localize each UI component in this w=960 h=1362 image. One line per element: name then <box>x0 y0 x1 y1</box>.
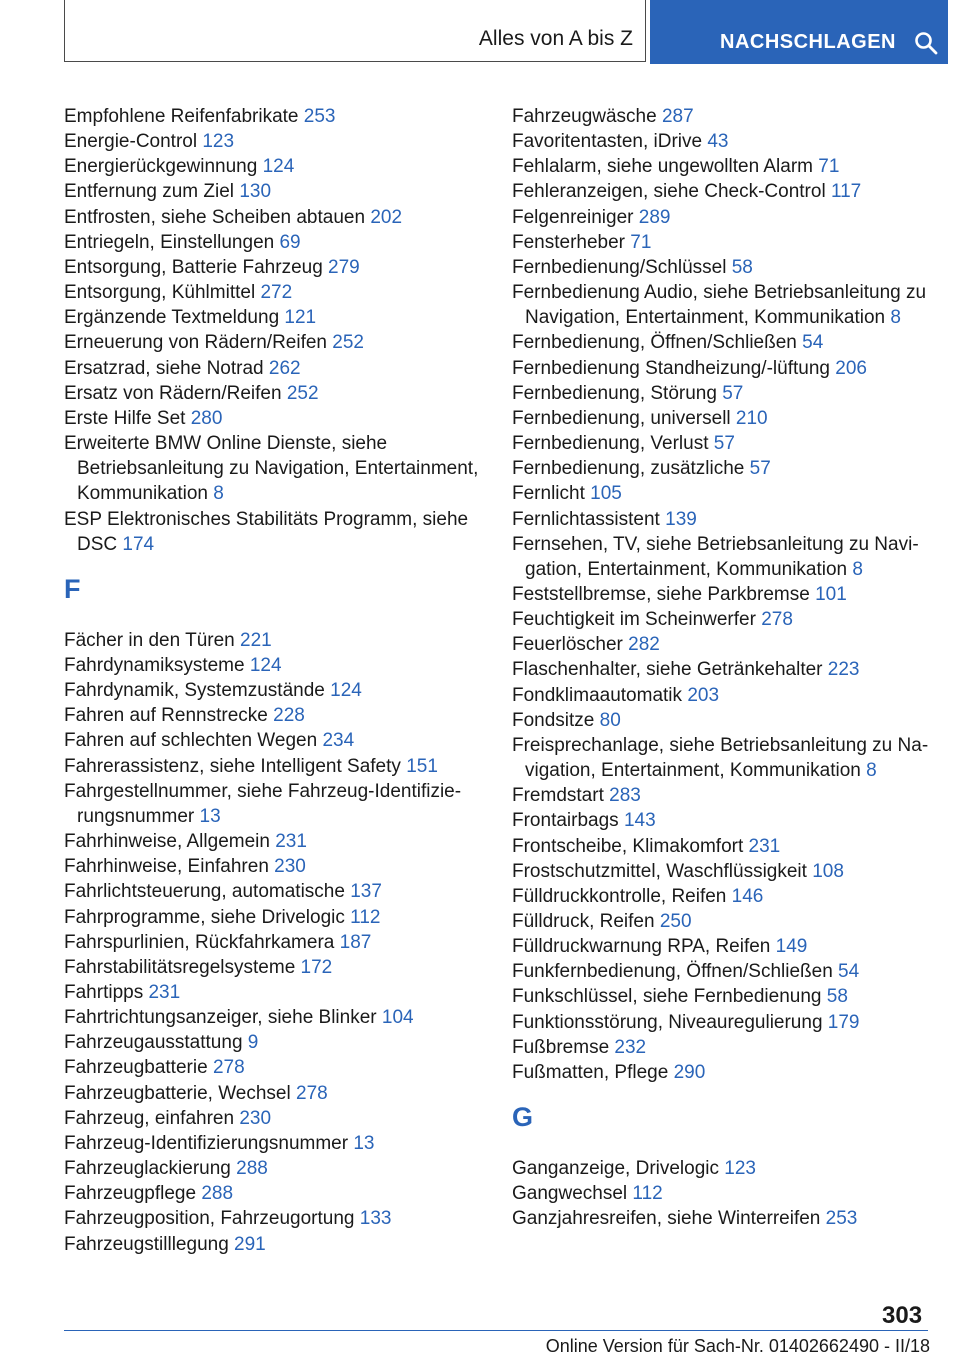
header-tabs <box>64 0 948 64</box>
index-page-link[interactable]: 223 <box>827 659 860 681</box>
index-entry-text: Funktionsstörung, Niveauregulierung <box>512 1011 823 1033</box>
index-entry <box>512 431 932 456</box>
index-page-link[interactable]: 231 <box>148 982 181 1003</box>
index-entry <box>64 980 484 1005</box>
index-page-link[interactable]: 54 <box>838 961 860 983</box>
index-entry <box>512 808 932 833</box>
index-entry-text: Entsorgung, Batterie Fahrzeug <box>64 256 323 278</box>
index-page-link[interactable]: 221 <box>240 629 272 651</box>
index-entry-text: Frostschutzmittel, Waschflüssigkeit <box>512 860 807 882</box>
index-entry-text: Fahren auf schlechten Wegen <box>64 730 318 752</box>
index-entry-text: Fernlicht <box>512 483 585 505</box>
tab-alles-von-a-bis-z[interactable] <box>64 0 646 62</box>
index-entry <box>64 104 484 129</box>
index-entry-text: Fehlalarm, siehe ungewollten Alarm <box>512 156 813 178</box>
index-entry-text: Fahrzeugbatterie <box>64 1057 208 1079</box>
index-entry-text: Fahrzeuglackierung <box>64 1158 231 1180</box>
index-page-link[interactable]: 13 <box>199 805 221 827</box>
index-page-link[interactable]: 210 <box>735 407 768 429</box>
index-entry <box>64 179 484 204</box>
index-entry-text: Energierückgewinnung <box>64 156 258 178</box>
index-page-link[interactable]: 288 <box>236 1158 268 1180</box>
index-entry <box>512 1156 932 1181</box>
index-entry <box>512 456 932 481</box>
index-page-link[interactable]: 253 <box>825 1208 858 1230</box>
index-entry-text: Fahrzeugposition, Fahrzeugortung <box>64 1208 355 1230</box>
index-page-link[interactable]: 252 <box>286 382 319 404</box>
index-page-link[interactable]: 9 <box>247 1032 259 1054</box>
index-page-link[interactable]: 278 <box>296 1082 328 1104</box>
index-page-link[interactable]: 282 <box>628 634 660 656</box>
index-page-link[interactable]: 174 <box>122 533 155 555</box>
index-entry <box>512 984 932 1009</box>
index-entry-text: Fahrerassistenz, siehe Intelligent Safety <box>64 755 401 777</box>
index-entry-text: Fahrzeugstilllegung <box>64 1233 229 1255</box>
index-entry <box>512 959 932 984</box>
index-page-link[interactable]: 58 <box>731 256 753 278</box>
index-page-link[interactable]: 54 <box>802 332 824 354</box>
index-entry-text: Feuchtigkeit im Scheinwerfer <box>512 609 756 631</box>
index-page-link[interactable]: 104 <box>381 1007 414 1029</box>
index-entry <box>512 1206 932 1231</box>
index-page-link[interactable]: 112 <box>632 1183 663 1205</box>
index-entry <box>512 205 932 230</box>
index-page-link[interactable]: 288 <box>201 1183 234 1205</box>
index-entry-text: Fülldruckkontrolle, Reifen <box>512 885 727 907</box>
page-number: 303 <box>882 1302 923 1329</box>
index-entry <box>512 783 932 808</box>
index-page-link[interactable]: 151 <box>406 755 438 777</box>
index-entry <box>512 179 932 204</box>
index-entry-text: Ersatz von Rädern/Reifen <box>64 382 282 404</box>
index-page-link[interactable]: 58 <box>826 986 848 1008</box>
index-page-link[interactable]: 228 <box>273 705 305 727</box>
index-page-link[interactable]: 143 <box>623 810 656 832</box>
index-page-link[interactable]: 203 <box>687 684 720 706</box>
index-entry-text: Freisprechanlage, siehe Betriebsanleitung zu Navigation, Entertainment, Kommunikation <box>512 734 929 782</box>
index-page-link[interactable]: 124 <box>330 680 362 702</box>
index-page-link[interactable]: 123 <box>202 131 235 153</box>
index-page-link[interactable]: 231 <box>748 835 781 857</box>
index-entry <box>512 1035 932 1060</box>
index-entry <box>512 657 932 682</box>
index-entry-text: Fahrzeugbatterie, Wechsel <box>64 1082 291 1104</box>
index-entry <box>64 1081 484 1106</box>
index-entry-text: Empfohlene Reifenfabrikate <box>64 106 299 127</box>
index-page-link[interactable]: 139 <box>665 508 697 530</box>
index-entry-text: Fondsitze <box>512 709 595 731</box>
index-page-link[interactable]: 57 <box>749 458 771 480</box>
index-entry-text: Entfernung zum Ziel <box>64 181 235 203</box>
index-entry-text: Fahrzeugwäsche <box>512 106 657 127</box>
index-entry <box>512 406 932 431</box>
index-entry-text: Entfrosten, siehe Scheiben abtauen <box>64 206 366 228</box>
index-entry <box>64 356 484 381</box>
index-page-link[interactable]: 71 <box>818 156 840 178</box>
index-entry <box>512 381 932 406</box>
index-entry-text: Fernbedienung, universell <box>512 407 731 429</box>
section-letter: G <box>512 1102 534 1133</box>
index-entry-text: Fülldruckwarnung RPA, Reifen <box>512 936 771 958</box>
index-entry-text: Fernbedienung, zusätzliche <box>512 458 745 480</box>
index-entry <box>512 230 932 255</box>
index-entry <box>64 879 484 904</box>
index-page-link[interactable]: 232 <box>614 1036 647 1058</box>
index-page-link[interactable]: 13 <box>353 1132 375 1154</box>
section-letter: F <box>64 573 81 604</box>
index-entry-text: Fahrzeugausstattung <box>64 1032 243 1054</box>
index-entry-text: Fahrzeug, einfahren <box>64 1107 235 1129</box>
index-entry <box>64 754 484 779</box>
index-entry <box>64 628 484 653</box>
index-entry <box>64 431 484 506</box>
index-entry <box>64 1232 484 1257</box>
index-entry-text: Fahrdynamik, Systemzustände <box>64 680 325 702</box>
index-entry <box>512 884 932 909</box>
index-page-link[interactable]: 117 <box>830 181 862 203</box>
index-entry-text: Entriegeln, Einstellungen <box>64 231 275 253</box>
index-page-link[interactable]: 130 <box>239 181 272 203</box>
index-page-link[interactable]: 187 <box>339 931 372 953</box>
index-entry-text: Fahren auf Rennstrecke <box>64 705 268 727</box>
index-page-link[interactable]: 283 <box>609 785 641 807</box>
index-entry <box>64 703 484 728</box>
index-entry <box>64 1181 484 1206</box>
index-page-link[interactable]: 146 <box>731 885 764 907</box>
index-entry-text: Fondklimaautomatik <box>512 684 683 706</box>
index-page-link[interactable]: 133 <box>359 1208 392 1230</box>
index-entry <box>512 708 932 733</box>
index-column-right <box>512 104 932 1232</box>
index-entry <box>512 129 932 154</box>
index-page-link[interactable]: 105 <box>590 483 622 505</box>
index-entry-text: Ergänzende Textmeldung <box>64 307 280 329</box>
index-entry <box>64 154 484 179</box>
index-entry <box>512 834 932 859</box>
index-entry-text: Fahrzeugpflege <box>64 1183 197 1205</box>
index-page-link[interactable]: 57 <box>722 382 744 404</box>
index-entry-text: ESP Elektronisches Stabilitäts Programm, siehe DSC <box>64 508 469 555</box>
index-page-link[interactable]: 123 <box>724 1158 756 1180</box>
index-page-link[interactable]: 289 <box>638 206 671 228</box>
index-page-link[interactable]: 280 <box>190 407 223 429</box>
index-entry-text: Fernbedienung Standheizung/-lüftung <box>512 357 830 379</box>
index-entry <box>64 955 484 980</box>
index-page-link[interactable]: 69 <box>279 231 301 253</box>
index-entry-text: Gangwechsel <box>512 1183 628 1205</box>
index-entry <box>512 934 932 959</box>
index-entry-text: Flaschenhalter, siehe Getränkehalter <box>512 659 823 681</box>
search-icon <box>914 31 938 55</box>
index-entry-text: Fülldruck, Reifen <box>512 911 655 932</box>
index-page-link[interactable]: 252 <box>332 332 364 354</box>
index-entry <box>64 230 484 255</box>
index-page-link[interactable]: 234 <box>322 730 355 752</box>
index-entry <box>64 1131 484 1156</box>
index-page-link[interactable]: 112 <box>350 906 381 928</box>
footer-online-version: Online Version für Sach-Nr. 01402662490 - II/18 <box>545 1336 930 1356</box>
index-entry <box>64 280 484 305</box>
index-entry <box>512 1010 932 1035</box>
index-entry-text: Frontscheibe, Klimakomfort <box>512 835 744 857</box>
index-entry <box>64 406 484 431</box>
index-entry <box>512 582 932 607</box>
index-entry <box>512 607 932 632</box>
index-entry <box>64 678 484 703</box>
index-page-link[interactable]: 80 <box>599 709 621 731</box>
index-entry-text: Feststellbremse, siehe Parkbremse <box>512 583 810 605</box>
index-entry-text: Fahrlichtsteuerung, automatische <box>64 881 345 903</box>
index-entry-text: Fahrdynamiksysteme <box>64 654 245 676</box>
index-entry <box>64 305 484 330</box>
index-page-link[interactable]: 57 <box>713 433 735 455</box>
index-page-link[interactable]: 250 <box>659 911 692 932</box>
index-page-link[interactable]: 108 <box>812 860 844 882</box>
index-entry <box>64 728 484 753</box>
index-entry <box>512 632 932 657</box>
index-entry <box>512 1060 932 1085</box>
index-page-link[interactable]: 8 <box>866 760 877 782</box>
index-entry-text: Fremdstart <box>512 785 604 807</box>
tab-alles-label: Alles von A bis Z <box>478 27 633 50</box>
index-entry <box>512 280 932 330</box>
index-entry <box>512 330 932 355</box>
index-page-link[interactable]: 137 <box>350 881 382 903</box>
index-page-link[interactable]: 8 <box>890 307 901 329</box>
index-page-link[interactable]: 101 <box>815 583 847 605</box>
index-entry-text: Fernbedienung/Schlüssel <box>512 256 727 278</box>
index-entry <box>64 1106 484 1131</box>
index-entry <box>512 532 932 582</box>
index-entry-text: Fahrzeug-Identifizierungsnummer <box>64 1132 349 1154</box>
index-entry-text: Funkschlüssel, siehe Fernbedienung <box>512 986 822 1008</box>
index-entry <box>64 1156 484 1181</box>
index-entry <box>64 905 484 930</box>
index-entry-text: Funkfernbedienung, Öffnen/Schließen <box>512 961 833 983</box>
index-entry-text: Fahrprogramme, siehe Drivelogic <box>64 906 345 928</box>
index-entry-text: Fensterheber <box>512 231 626 253</box>
index-page-link[interactable]: 278 <box>761 609 793 631</box>
index-page-link[interactable]: 230 <box>239 1107 272 1129</box>
index-entry-text: Feuerlöscher <box>512 634 623 656</box>
index-column-left <box>64 104 484 1257</box>
index-entry-text: Fahrtrichtungsanzeiger, siehe Blinker <box>64 1007 377 1029</box>
index-entry <box>64 1030 484 1055</box>
tab-nachschlagen-label: NACHSCHLAGEN <box>720 31 896 53</box>
index-page-link[interactable]: 8 <box>213 483 224 505</box>
index-entry <box>64 653 484 678</box>
index-page-link[interactable]: 179 <box>827 1011 860 1033</box>
index-page-link[interactable]: 71 <box>630 231 652 253</box>
index-page-link[interactable]: 231 <box>275 831 307 853</box>
index-entry-text: Ganzjahresreifen, siehe Winterreifen <box>512 1208 821 1230</box>
index-entry-text: Felgenreiniger <box>512 206 634 228</box>
index-entry <box>512 909 932 934</box>
index-entry-text: Fahrtipps <box>64 982 144 1003</box>
index-entry <box>512 859 932 884</box>
index-page-link[interactable]: 202 <box>370 206 403 228</box>
index-entry <box>512 733 932 783</box>
index-page-link[interactable]: 124 <box>249 654 282 676</box>
index-page-link[interactable]: 206 <box>835 357 867 379</box>
index-entry-text: Fernsehen, TV, siehe Betriebsanleitung zu Navigation, Entertainment, Kommunikation <box>512 533 919 580</box>
index-entry <box>64 930 484 955</box>
footer-divider <box>64 1330 928 1331</box>
index-entry <box>512 683 932 708</box>
index-entry-text: Fußbremse <box>512 1036 610 1058</box>
index-page-link[interactable]: 230 <box>274 856 306 878</box>
index-entry-text: Fächer in den Türen <box>64 629 235 651</box>
index-entry-text: Ersatzrad, siehe Notrad <box>64 357 264 379</box>
index-page-link[interactable]: 290 <box>673 1061 706 1083</box>
index-entry <box>64 1055 484 1080</box>
index-entry <box>64 330 484 355</box>
index-entry <box>64 1005 484 1030</box>
tab-nachschlagen[interactable] <box>650 0 948 64</box>
index-page-link[interactable]: 124 <box>262 156 295 178</box>
index-page-link[interactable]: 43 <box>707 131 729 153</box>
index-entry-text: Fernbedienung, Störung <box>512 382 717 404</box>
index-page-link[interactable]: 287 <box>661 106 694 127</box>
index-page-link[interactable]: 272 <box>260 282 293 304</box>
index-entry-text: Fahrspurlinien, Rückfahrkamera <box>64 931 335 953</box>
index-entry <box>512 1181 932 1206</box>
index-entry-text: Erweiterte BMW Online Dienste, siehe Betriebsanleitung zu Navigation, Entertainment, Kommunikation <box>64 433 479 505</box>
index-entry-text: Fahrgestellnummer, siehe Fahrzeug-Identifizierungsnummer <box>64 780 462 827</box>
index-entry-text: Fahrstabilitätsregelsysteme <box>64 956 296 978</box>
index-entry <box>64 1206 484 1231</box>
index-page-link[interactable]: 172 <box>300 956 333 978</box>
index-page-link[interactable]: 279 <box>328 256 360 278</box>
index-entry-text: Fußmatten, Pflege <box>512 1061 669 1083</box>
index-entry <box>64 829 484 854</box>
index-entry <box>64 205 484 230</box>
index-entry-text: Fahrhinweise, Allgemein <box>64 831 270 853</box>
index-entry <box>64 129 484 154</box>
index-entry <box>512 481 932 506</box>
index-page-link[interactable]: 253 <box>303 106 336 127</box>
index-entry <box>64 854 484 879</box>
index-page-link[interactable]: 262 <box>268 357 301 379</box>
index-entry-text: Entsorgung, Kühlmittel <box>64 282 256 304</box>
index-entry-text: Fernlichtassistent <box>512 508 660 530</box>
index-entry-text: Energie-Control <box>64 131 198 153</box>
index-entry-text: Fernbedienung, Öffnen/Schließen <box>512 332 797 354</box>
index-entry-text: Erste Hilfe Set <box>64 407 186 429</box>
index-entry <box>512 255 932 280</box>
index-entry-text: Ganganzeige, Drivelogic <box>512 1158 720 1180</box>
index-page-link[interactable]: 291 <box>234 1233 266 1255</box>
index-entry-text: Favoritentasten, iDrive <box>512 131 703 153</box>
index-page-link[interactable]: 8 <box>852 558 863 580</box>
index-entry <box>64 507 484 557</box>
index-page-link[interactable]: 149 <box>775 936 808 958</box>
index-entry-text: Fernbedienung Audio, siehe Betriebsanleitung zu Navigation, Entertainment, Kommunikation <box>512 282 927 329</box>
index-page-link[interactable]: 121 <box>284 307 317 329</box>
index-entry-text: Fahrhinweise, Einfahren <box>64 856 269 878</box>
index-page-link[interactable]: 278 <box>212 1057 245 1079</box>
index-entry <box>512 356 932 381</box>
index-entry-text: Fehleranzeigen, siehe Check-Control <box>512 181 826 203</box>
index-entry-text: Erneuerung von Rädern/Reifen <box>64 332 328 354</box>
index-entry <box>64 255 484 280</box>
index-entry <box>512 104 932 129</box>
index-entry <box>512 154 932 179</box>
index-entry <box>64 381 484 406</box>
index-entry-text: Fernbedienung, Verlust <box>512 433 709 455</box>
index-entry-text: Frontairbags <box>512 810 619 832</box>
index-entry <box>512 507 932 532</box>
index-entry <box>64 779 484 829</box>
